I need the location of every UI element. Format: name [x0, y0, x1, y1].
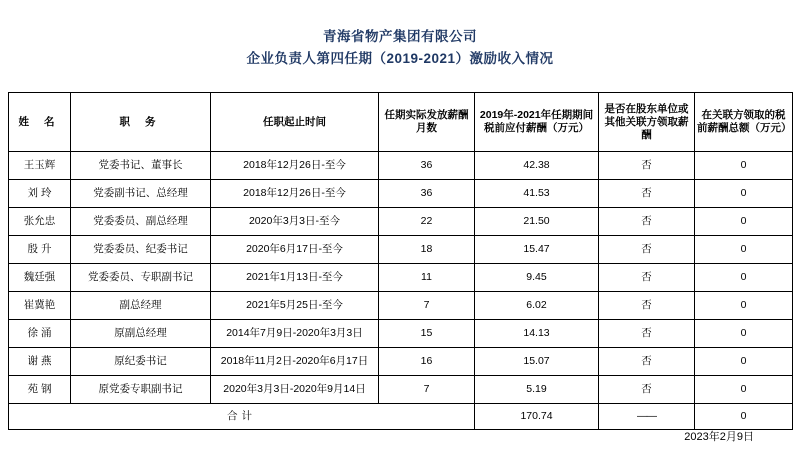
cell-related: 否 [599, 236, 695, 264]
column-header-duty: 职 务 [71, 93, 211, 152]
cell-name: 王玉辉 [9, 152, 71, 180]
cell-name: 谢 燕 [9, 348, 71, 376]
cell-months: 36 [379, 180, 475, 208]
total-pay: 170.74 [475, 404, 599, 430]
cell-pay: 21.50 [475, 208, 599, 236]
cell-period: 2018年12月26日-至今 [211, 180, 379, 208]
column-header-period: 任职起止时间 [211, 93, 379, 152]
cell-related: 否 [599, 292, 695, 320]
table-row [9, 208, 793, 236]
cell-related-amount: 0 [695, 348, 793, 376]
cell-pay: 41.53 [475, 180, 599, 208]
cell-related: 否 [599, 348, 695, 376]
table-total-row [9, 404, 793, 430]
cell-name: 徐 涌 [9, 320, 71, 348]
cell-name: 殷 升 [9, 236, 71, 264]
column-header-pretax-pay: 2019年-2021年任期期间税前应付薪酬（万元） [475, 93, 599, 152]
document-title-block [0, 0, 800, 70]
cell-period: 2018年12月26日-至今 [211, 152, 379, 180]
cell-duty: 党委副书记、总经理 [71, 180, 211, 208]
table-body [9, 152, 793, 430]
cell-months: 7 [379, 292, 475, 320]
document-date: 2023年2月9日 [684, 431, 754, 443]
cell-related-amount: 0 [695, 180, 793, 208]
cell-period: 2021年5月25日-至今 [211, 292, 379, 320]
table-row [9, 320, 793, 348]
cell-related: 否 [599, 320, 695, 348]
cell-months: 15 [379, 320, 475, 348]
cell-related: 否 [599, 376, 695, 404]
column-header-related-amount: 在关联方领取的税前薪酬总额（万元） [695, 93, 793, 152]
total-related: —— [599, 404, 695, 430]
cell-period: 2021年1月13日-至今 [211, 264, 379, 292]
cell-pay: 42.38 [475, 152, 599, 180]
cell-months: 18 [379, 236, 475, 264]
cell-pay: 5.19 [475, 376, 599, 404]
cell-months: 7 [379, 376, 475, 404]
cell-months: 16 [379, 348, 475, 376]
total-label: 合计 [9, 404, 475, 430]
cell-related-amount: 0 [695, 236, 793, 264]
cell-related-amount: 0 [695, 264, 793, 292]
cell-name: 崔冀艳 [9, 292, 71, 320]
cell-related: 否 [599, 264, 695, 292]
compensation-table [8, 92, 793, 430]
table-row [9, 348, 793, 376]
cell-duty: 党委书记、董事长 [71, 152, 211, 180]
cell-pay: 14.13 [475, 320, 599, 348]
cell-period: 2020年3月3日-2020年9月14日 [211, 376, 379, 404]
cell-related-amount: 0 [695, 292, 793, 320]
cell-related: 否 [599, 180, 695, 208]
title-line-subject: 企业负责人第四任期（2019-2021）激励收入情况 [246, 51, 554, 66]
table-row [9, 236, 793, 264]
table-row [9, 376, 793, 404]
title-line-company: 青海省物产集团有限公司 [323, 29, 477, 44]
cell-duty: 党委委员、纪委书记 [71, 236, 211, 264]
cell-months: 11 [379, 264, 475, 292]
cell-name: 刘 玲 [9, 180, 71, 208]
column-header-name: 姓 名 [9, 93, 71, 152]
cell-related-amount: 0 [695, 320, 793, 348]
cell-duty: 副总经理 [71, 292, 211, 320]
cell-related-amount: 0 [695, 376, 793, 404]
table-row [9, 264, 793, 292]
table-header-row [9, 93, 793, 152]
cell-period: 2014年7月9日-2020年3月3日 [211, 320, 379, 348]
cell-period: 2020年3月3日-至今 [211, 208, 379, 236]
cell-period: 2020年6月17日-至今 [211, 236, 379, 264]
cell-related-amount: 0 [695, 152, 793, 180]
cell-months: 22 [379, 208, 475, 236]
cell-duty: 党委委员、专职副书记 [71, 264, 211, 292]
cell-duty: 原党委专职副书记 [71, 376, 211, 404]
column-header-related-party: 是否在股东单位或其他关联方领取薪酬 [599, 93, 695, 152]
cell-pay: 15.47 [475, 236, 599, 264]
table-row [9, 152, 793, 180]
cell-name: 苑 钢 [9, 376, 71, 404]
cell-pay: 15.07 [475, 348, 599, 376]
column-header-months: 任期实际发放薪酬月数 [379, 93, 475, 152]
cell-related-amount: 0 [695, 208, 793, 236]
cell-duty: 原副总经理 [71, 320, 211, 348]
compensation-table-wrapper [8, 92, 792, 430]
cell-duty: 党委委员、副总经理 [71, 208, 211, 236]
total-related-amount: 0 [695, 404, 793, 430]
cell-name: 张允忠 [9, 208, 71, 236]
cell-months: 36 [379, 152, 475, 180]
cell-pay: 6.02 [475, 292, 599, 320]
table-row [9, 180, 793, 208]
cell-related: 否 [599, 152, 695, 180]
cell-duty: 原纪委书记 [71, 348, 211, 376]
cell-pay: 9.45 [475, 264, 599, 292]
cell-name: 魏廷强 [9, 264, 71, 292]
cell-related: 否 [599, 208, 695, 236]
cell-period: 2018年11月2日-2020年6月17日 [211, 348, 379, 376]
table-row [9, 292, 793, 320]
